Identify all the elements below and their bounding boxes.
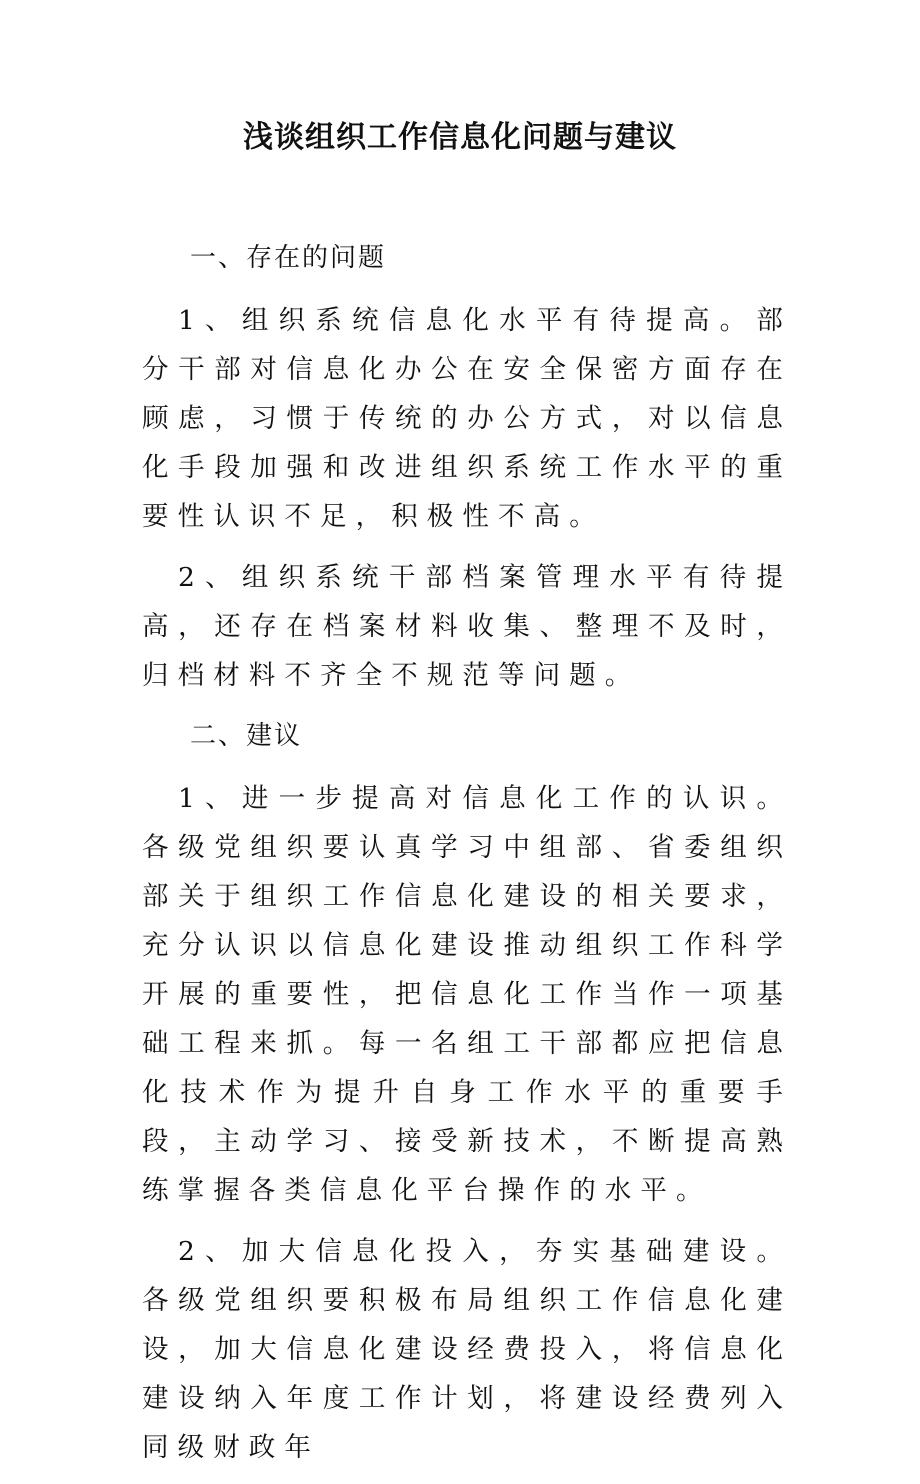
document-title: 浅谈组织工作信息化问题与建议: [243, 120, 677, 155]
section-heading: 二、建议: [190, 721, 303, 751]
paragraph: 2、加大信息化投入，夯实基础建设。各级党组织要积极布局组织工作信息化建设，加大信息化建设经费投入，将信息化建设纳入年度工作计划，将建设经费列入同级财政年: [142, 1236, 792, 1463]
paragraph: 1、进一步提高对信息化工作的认识。各级党组织要认真学习中组部、省委组织部关于组织工作信息化建设的相关要求，充分认识以信息化建设推动组织工作科学开展的重要性，把信息化工作当作一项基础工程来抓。每一名组工干部都应把信息化技术作为提升自身工作水平的重要手段，主动学习、接受新技术，不断提高熟练掌握各类信息化平台操作的水平。: [142, 783, 792, 1206]
section-heading: 一、存在的问题: [190, 243, 387, 273]
document-body: [142, 234, 792, 1484]
paragraph: 1、组织系统信息化水平有待提高。部分干部对信息化办公在安全保密方面存在顾虑，习惯于传统的办公方式，对以信息化手段加强和改进组织系统工作水平的重要性认识不足，积极性不高。: [142, 305, 792, 532]
paragraph: 2、组织系统干部档案管理水平有待提高，还存在档案材料收集、整理不及时，归档材料不齐全不规范等问题。: [142, 562, 792, 691]
